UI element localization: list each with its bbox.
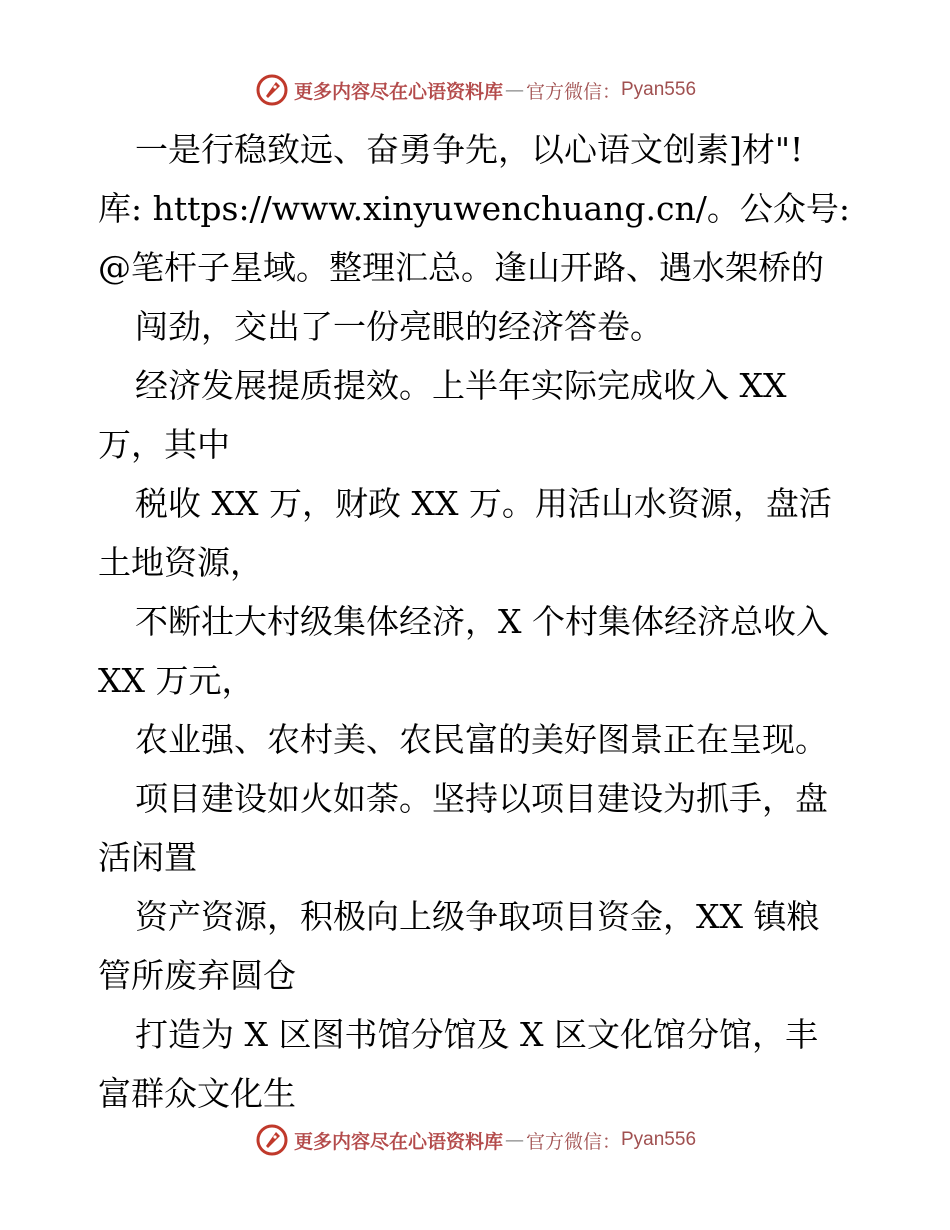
watermark-wechat-label: 官方微信： <box>525 1130 621 1153</box>
text-line: 富群众文化生 <box>98 1074 296 1113</box>
watermark-text: 更多内容尽在心语资料库 <box>293 1130 503 1153</box>
text-line: 活闲置 <box>98 838 197 877</box>
pen-nib-logo-icon <box>254 72 290 108</box>
text-line: 不断壮大村级集体经济，X 个村集体经济总收入 <box>135 602 829 641</box>
document-body <box>98 120 858 1123</box>
watermark-wechat-label: 官方微信： <box>525 80 621 103</box>
text-line: 经济发展提质提效。上半年实际完成收入 XX <box>135 366 787 405</box>
text-line: 闯劲，交出了一份亮眼的经济答卷。 <box>135 307 663 346</box>
text-line: 一是行稳致远、奋勇争先，以心语文创素]材"! <box>135 130 804 169</box>
text-line: 打造为 X 区图书馆分馆及 X 区文化馆分馆，丰 <box>135 1015 818 1054</box>
text-line: 农业强、农村美、农民富的美好图景正在呈现。 <box>135 720 828 759</box>
watermark-separator: — <box>504 1129 524 1151</box>
text-line: XX 万元， <box>98 661 255 700</box>
text-line: 管所废弃圆仓 <box>98 956 296 995</box>
footer-watermark <box>0 1120 950 1160</box>
text-line: 土地资源， <box>98 543 263 582</box>
watermark-text: 更多内容尽在心语资料库 <box>293 80 503 103</box>
text-line: 资产资源，积极向上级争取项目资金，XX 镇粮 <box>135 897 820 936</box>
watermark-wechat-id: Pyan556 <box>621 79 697 100</box>
text-line: 项目建设如火如荼。坚持以项目建设为抓手，盘 <box>135 779 828 818</box>
header-watermark <box>0 70 950 110</box>
text-line: 库: https://www.xinyuwenchuang.cn/。公众号: <box>98 189 850 228</box>
text-line: 税收 XX 万，财政 XX 万。用活山水资源，盘活 <box>135 484 832 523</box>
watermark-wechat-id: Pyan556 <box>621 1129 697 1150</box>
pen-nib-logo-icon <box>254 1122 290 1158</box>
watermark-separator: — <box>504 79 524 101</box>
text-line: 万，其中 <box>98 425 230 464</box>
text-line: @笔杆子星域。整理汇总。逢山开路、遇水架桥的 <box>98 248 824 287</box>
